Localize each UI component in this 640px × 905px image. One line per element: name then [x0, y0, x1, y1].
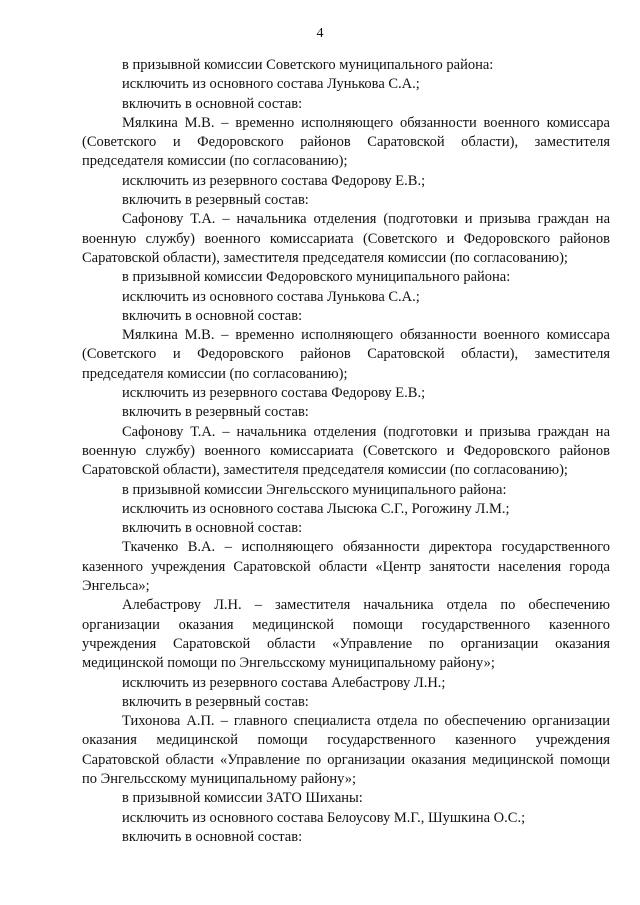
paragraph-exclude-main: исключить из основного состава Лунькова С.А.; [122, 76, 420, 93]
paragraph-exclude-main: исключить из основного состава Лысюка С.Г., Рогожину Л.М.; [122, 500, 510, 517]
paragraph-member-entry: Мялкина М.В. – временно исполняющего обязанности военного комиссара (Советского и Федоровского районов Саратовской области), заместителя председателя комиссии (по согласованию); [82, 327, 610, 382]
paragraph-exclude-reserve: исключить из резервного состава Федорову Е.В.; [122, 172, 426, 189]
paragraph-include-reserve: включить в резервный состав: [122, 693, 309, 710]
paragraph-exclude-main: исключить из основного состава Лунькова С.А.; [122, 288, 420, 305]
paragraph-member-entry: Ткаченко В.А. – исполняющего обязанности директора государственного казенного учреждения Саратовской области «Центр занятости населения города Энгельса»; [82, 539, 610, 595]
paragraph-member-entry: Сафонову Т.А. – начальника отделения (подготовки и призыва граждан на военную службу) военного комиссариата (Советского и Федоровского районов Саратовской области), заместителя председателя комиссии (по согласованию); [82, 423, 610, 479]
paragraph-commission-engelsky: в призывной комиссии Энгельсского муниципального района: [122, 481, 507, 498]
paragraph-include-main: включить в основной состав: [122, 520, 303, 537]
paragraph-exclude-main: исключить из основного состава Белоусову М.Г., Шушкина О.С.; [122, 809, 526, 826]
paragraph-exclude-reserve: исключить из резервного состава Федорову Е.В.; [122, 385, 426, 402]
paragraph-include-reserve: включить в резервный состав: [122, 404, 309, 421]
paragraph-member-entry: Алебастрову Л.Н. – заместителя начальника отдела по обеспечению организации оказания медицинской помощи государственного казенного учреждения Саратовской области «Управление по организации оказания медицинской помощи по Энгельсскому муниципальному району»; [82, 597, 610, 672]
paragraph-commission-shikhany: в призывной комиссии ЗАТО Шиханы: [122, 790, 363, 807]
paragraph-include-reserve: включить в резервный состав: [122, 192, 309, 209]
paragraph-member-entry: Сафонову Т.А. – начальника отделения (подготовки и призыва граждан на военную службу) военного комиссариата (Советского и Федоровского районов Саратовской области), заместителя председателя комиссии (по согласованию); [82, 211, 610, 266]
paragraph-include-main: включить в основной состав: [122, 95, 303, 112]
paragraph-exclude-reserve: исключить из резервного состава Алебастрову Л.Н.; [122, 674, 446, 691]
document-body [82, 56, 610, 847]
paragraph-commission-fedorovsky: в призывной комиссии Федоровского муниципального района: [122, 269, 511, 286]
paragraph-include-main: включить в основной состав: [122, 307, 303, 324]
paragraph-member-entry: Тихонова А.П. – главного специалиста отдела по обеспечению организации оказания медицинской помощи государственного казенного учреждения Саратовской области «Управление по организации оказания медицинской помощи по Энгельсскому муниципальному району»; [82, 713, 610, 787]
paragraph-member-entry: Мялкина М.В. – временно исполняющего обязанности военного комиссара (Советского и Федоровского районов Саратовской области), заместителя председателя комиссии (по согласованию); [82, 114, 610, 170]
page-number: 4 [316, 26, 324, 41]
paragraph-commission-sovetsky: в призывной комиссии Советского муниципального района: [122, 57, 494, 73]
paragraph-include-main: включить в основной состав: [122, 828, 303, 845]
